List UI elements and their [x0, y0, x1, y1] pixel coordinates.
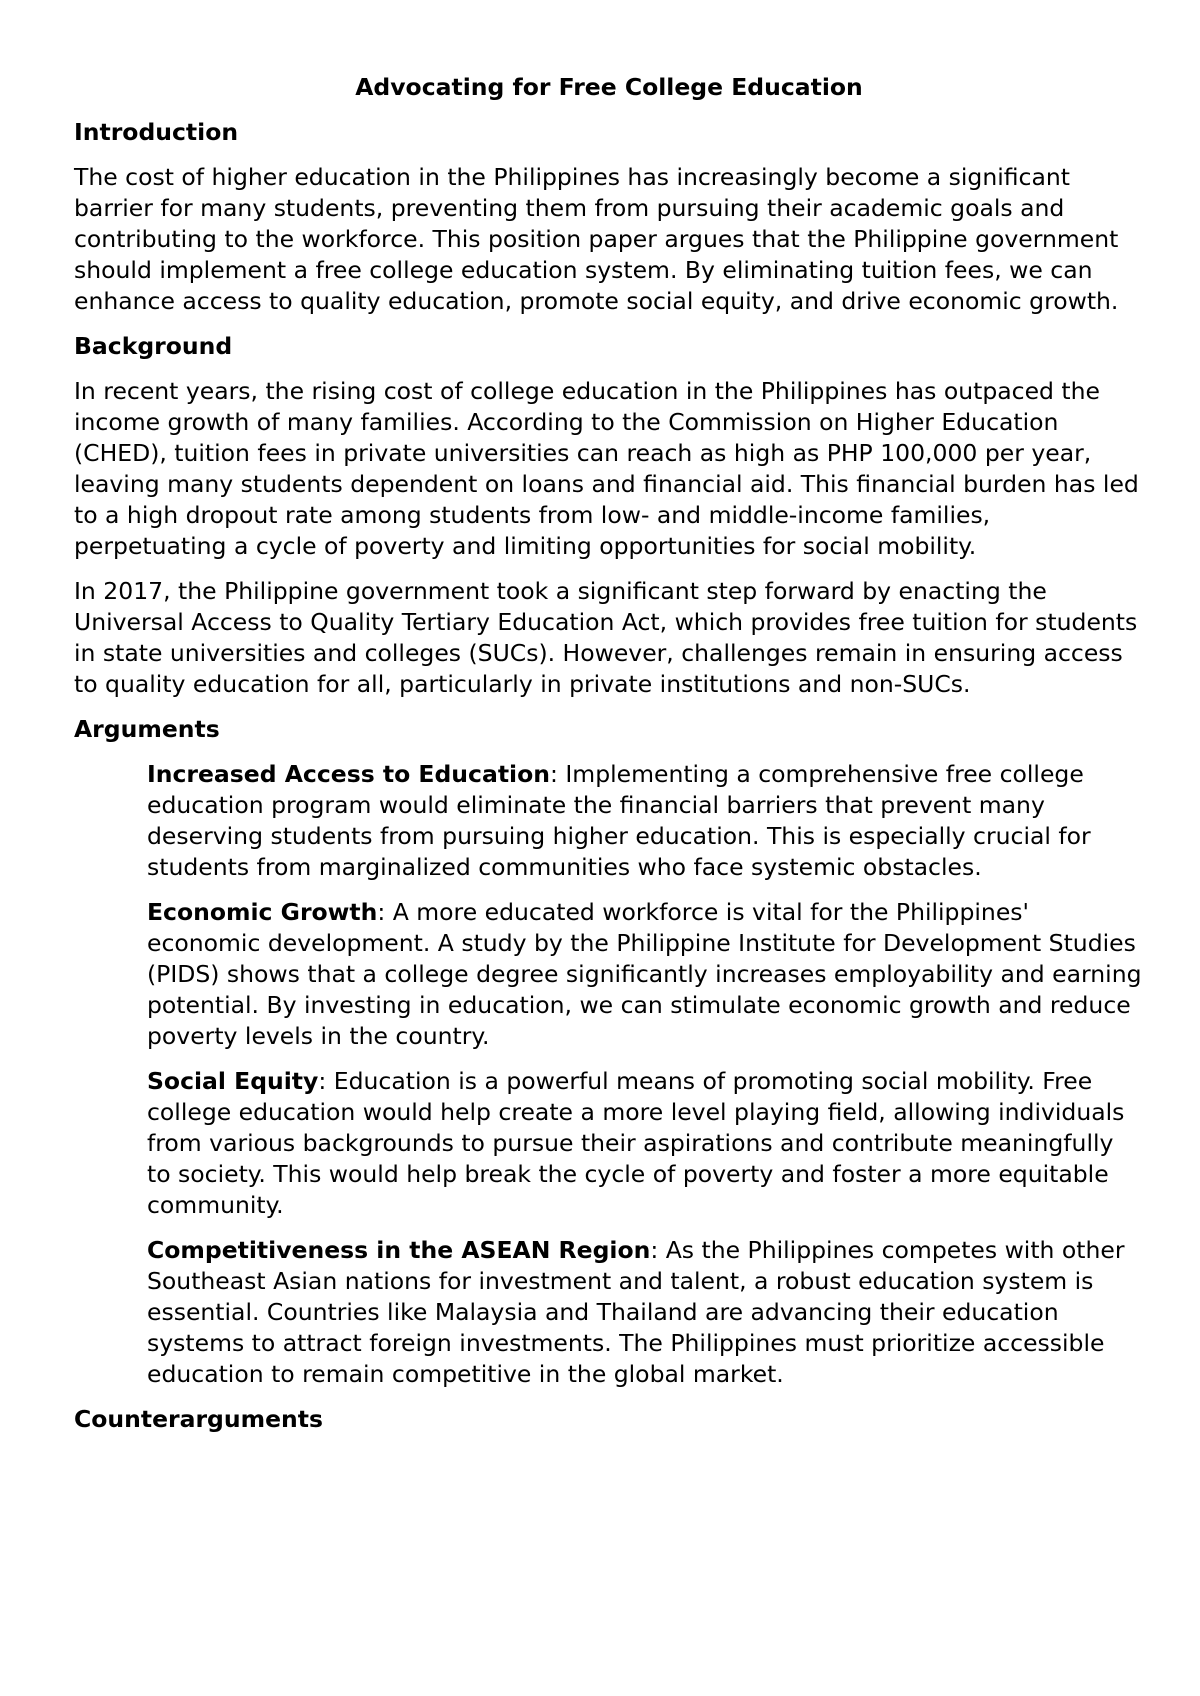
argument-term: Increased Access to Education [147, 760, 550, 788]
argument-text: : Implementing a comprehensive free college education program would eliminate the financial barriers that prevent many deserving students from pursuing higher education. This is especially crucial for students from marginalized communities who face systemic obstacles. [147, 760, 1091, 881]
argument-term: Economic Growth [147, 898, 378, 926]
argument-item-social-equity [147, 1066, 1144, 1221]
document-title: Advocating for Free College Education [355, 73, 863, 101]
introduction-paragraph: The cost of higher education in the Philippines has increasingly become a significant barrier for many students, preventing them from pursuing their academic goals and contributing to the workforce. This position paper argues that the Philippine government should implement a free college education system. By eliminating tuition fees, we can enhance access to quality education, promote social equity, and drive economic growth. [74, 163, 1119, 315]
argument-item-economic-growth [147, 897, 1144, 1052]
counterarguments-heading: Counterarguments [74, 1405, 323, 1433]
argument-text: : As the Philippines competes with other Southeast Asian nations for investment and talent, a robust education system is essential. Countries like Malaysia and Thailand are advancing their education systems to attract foreign investments. The Philippines must prioritize accessible education to remain competitive in the global market. [147, 1236, 1125, 1388]
arguments-list [74, 759, 1144, 1390]
background-paragraph-1: In recent years, the rising cost of college education in the Philippines has outpaced the income growth of many families. According to the Commission on Higher Education (CHED), tuition fees in private universities can reach as high as PHP 100,000 per year, leaving many students dependent on loans and financial aid. This financial burden has led to a high dropout rate among students from low- and middle-income families, perpetuating a cycle of poverty and limiting opportunities for social mobility. [74, 377, 1139, 560]
argument-text: : A more educated workforce is vital for the Philippines' economic development. A study by the Philippine Institute for Development Studies (PIDS) shows that a college degree significantly increases employability and earning potential. By investing in education, we can stimulate economic growth and reduce poverty levels in the country. [147, 898, 1142, 1050]
argument-text: : Education is a powerful means of promoting social mobility. Free college education would help create a more level playing field, allowing individuals from various backgrounds to pursue their aspirations and contribute meaningfully to society. This would help break the cycle of poverty and foster a more equitable community. [147, 1067, 1125, 1219]
background-paragraph-2: In 2017, the Philippine government took a significant step forward by enacting the Universal Access to Quality Tertiary Education Act, which provides free tuition for students in state universities and colleges (SUCs). However, challenges remain in ensuring access to quality education for all, particularly in private institutions and non-SUCs. [74, 577, 1138, 698]
background-heading: Background [74, 332, 233, 360]
arguments-heading: Arguments [74, 715, 220, 743]
argument-term: Competitiveness in the ASEAN Region [147, 1236, 651, 1264]
introduction-heading: Introduction [74, 118, 239, 146]
argument-item-competitiveness [147, 1235, 1144, 1390]
argument-term: Social Equity [147, 1067, 319, 1095]
document-body [74, 72, 1144, 1449]
argument-item-access [147, 759, 1144, 883]
